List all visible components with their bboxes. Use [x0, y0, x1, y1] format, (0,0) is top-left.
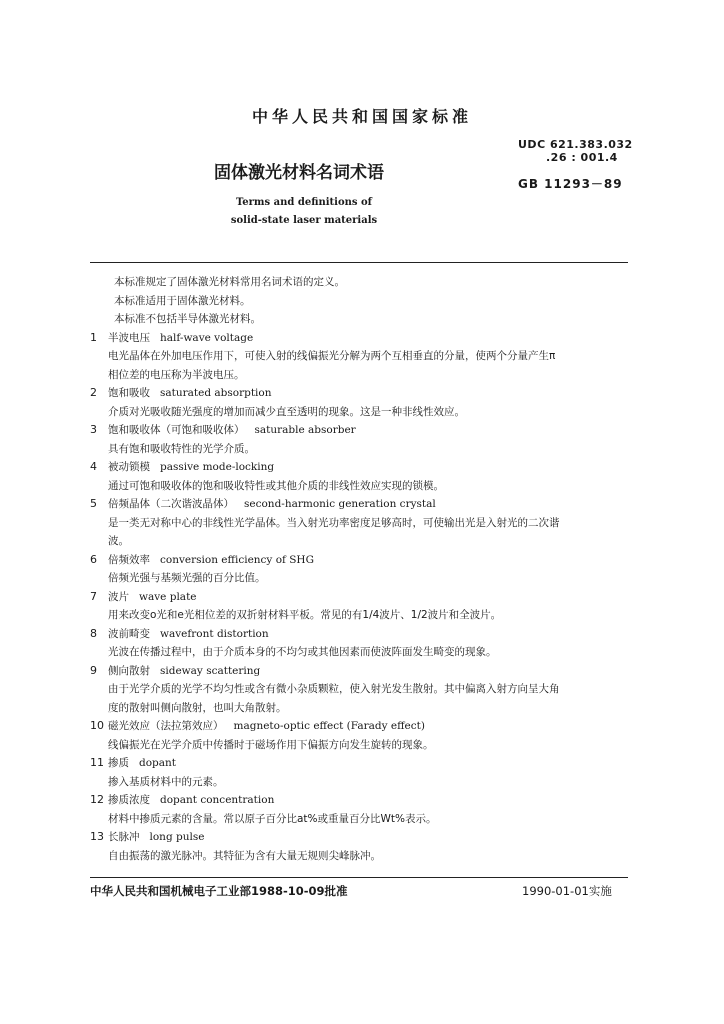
term-definition: 波。: [108, 535, 129, 547]
term-name-cn: 波前畸变: [108, 627, 150, 640]
approval-line: 中华人民共和国机械电子工业部1988-10-09批准: [90, 884, 348, 898]
term-number: 3: [90, 423, 97, 436]
term-name-en: wavefront distortion: [160, 627, 269, 640]
document-title-cn: 固体激光材料名词术语: [214, 163, 384, 183]
term-definition: 电光晶体在外加电压作用下，可使入射的线偏振光分解为两个互相垂直的分量，使两个分量产生π: [108, 350, 556, 362]
intro-paragraph: 本标准适用于固体激光材料。: [114, 294, 251, 307]
term-name-en: wave plate: [139, 590, 197, 603]
term-definition: 是一类无对称中心的非线性光学晶体。当入射光功率密度足够高时，可使输出光是入射光的二次谐: [108, 516, 560, 529]
term-number: 1: [90, 330, 97, 344]
term-definition: 自由振荡的激光脉冲。其特征为含有大量无规则尖峰脉冲。: [108, 849, 381, 862]
term-definition: 具有饱和吸收特性的光学介质。: [108, 442, 255, 455]
term-name-en: magneto-optic effect (Farady effect): [233, 720, 425, 732]
header-divider: [90, 262, 628, 263]
term-number: 13: [90, 830, 104, 843]
standard-body-heading: 中华人民共和国国家标准: [251, 107, 472, 126]
term-definition: 光波在传播过程中，由于介质本身的不均匀或其他因素而使波阵面发生畸变的现象。: [108, 646, 497, 658]
term-name-cn: 波片: [108, 590, 129, 603]
term-definition: 线偏振光在光学介质中传播时于磁场作用下偏振方向发生旋转的现象。: [108, 738, 434, 751]
term-heading: [108, 793, 274, 807]
effective-date: 1990-01-01实施: [522, 884, 612, 898]
term-number: 5: [90, 497, 97, 510]
term-heading: [108, 664, 260, 678]
term-definition: 用来改变o光和e光相位差的双折射材料平板。常见的有1/4波片、1/2波片和全波片。: [108, 609, 502, 621]
term-definition: 介质对光吸收随光强度的增加而减少直至透明的现象。这是一种非线性效应。: [108, 405, 465, 418]
term-heading: [108, 331, 253, 345]
term-definition: 材料中掺质元素的含量。常以原子百分比at%或重量百分比Wt%表示。: [108, 812, 437, 825]
term-name-en: saturated absorption: [160, 387, 272, 399]
term-definition: 掺入基质材料中的元素。: [108, 775, 224, 788]
term-name-cn: 侧向散射: [108, 664, 150, 677]
document-title-en-line2: solid-state laser materials: [230, 215, 378, 226]
term-name-en: passive mode-locking: [160, 461, 275, 473]
term-definition: 相位差的电压称为半波电压。: [108, 368, 245, 381]
term-heading: [108, 386, 272, 400]
term-definition: 度的散射叫侧向散射，也叫大角散射。: [108, 701, 287, 714]
term-name-en: long pulse: [149, 831, 205, 843]
term-heading: [108, 627, 269, 641]
term-heading: [108, 756, 176, 770]
term-number: 9: [90, 663, 97, 677]
term-name-cn: 被动锁模: [108, 461, 150, 473]
term-heading: [108, 423, 356, 437]
term-heading: [108, 830, 204, 844]
udc-code-line2: .26 : 001.4: [546, 151, 618, 164]
term-definition: 倍频光强与基频光强的百分比值。: [108, 572, 266, 584]
term-name-en: sideway scattering: [160, 664, 261, 677]
term-name-cn: 饱和吸收体（可饱和吸收体）: [108, 424, 245, 436]
term-number: 7: [90, 589, 97, 603]
term-heading: [108, 497, 436, 511]
term-number: 10: [90, 719, 104, 732]
term-definition: 通过可饱和吸收体的饱和吸收特性或其他介质的非线性效应实现的锁模。: [108, 479, 444, 492]
term-heading: [108, 460, 274, 474]
term-number: 8: [90, 626, 97, 640]
term-heading: [108, 553, 314, 567]
term-number: 11: [90, 756, 104, 769]
term-number: 12: [90, 793, 104, 806]
term-name-en: dopant concentration: [160, 794, 275, 806]
intro-paragraph: 本标准规定了固体激光材料常用名词术语的定义。: [114, 276, 345, 288]
term-number: 6: [90, 552, 97, 566]
term-name-en: saturable absorber: [254, 424, 356, 436]
footer-divider: [90, 877, 628, 878]
term-name-en: dopant: [139, 757, 177, 769]
term-name-cn: 饱和吸收: [108, 387, 150, 399]
term-name-cn: 倍频效率: [108, 553, 150, 566]
term-name-en: second-harmonic generation crystal: [244, 498, 436, 510]
term-name-en: conversion efficiency of SHG: [160, 553, 314, 566]
gb-standard-number: GB 11293－89: [518, 177, 623, 191]
term-name-cn: 掺质: [108, 757, 129, 769]
term-number: 4: [90, 460, 97, 473]
term-name-cn: 掺质浓度: [108, 794, 150, 806]
intro-paragraph: 本标准不包括半导体激光材料。: [114, 313, 261, 325]
term-heading: [108, 719, 425, 733]
term-name-cn: 磁光效应（法拉第效应）: [108, 720, 224, 732]
term-name-cn: 长脉冲: [108, 831, 140, 843]
document-title-en-line1: Terms and definitions of: [236, 197, 372, 208]
term-name-cn: 半波电压: [108, 331, 150, 344]
term-heading: [108, 590, 197, 604]
term-name-cn: 倍频晶体（二次谐波晶体）: [108, 498, 234, 510]
term-definition: 由于光学介质的光学不均匀性或含有微小杂质颗粒，使入射光发生散射。其中偏离入射方向呈大角: [108, 683, 560, 695]
term-number: 2: [90, 386, 97, 399]
term-name-en: half-wave voltage: [160, 331, 254, 344]
udc-code-line1: UDC 621.383.032: [518, 138, 633, 151]
